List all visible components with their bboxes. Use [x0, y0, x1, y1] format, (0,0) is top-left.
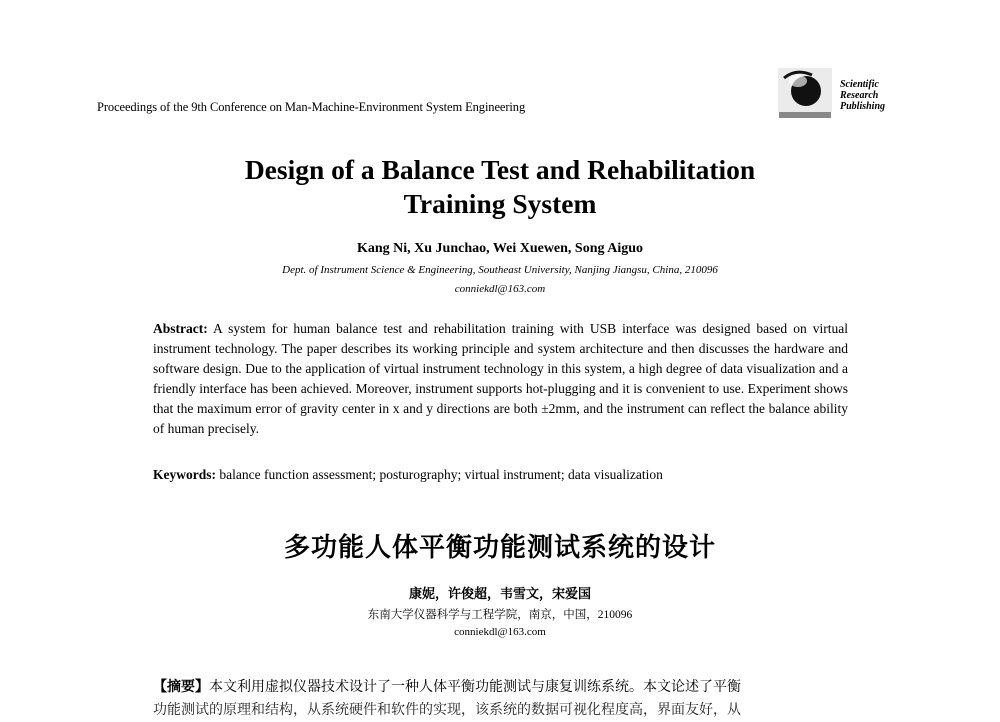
paper-title-line1: Design of a Balance Test and Rehabilitation — [244, 154, 756, 185]
paper-title-line2: Training System — [403, 188, 597, 219]
paper-authors: Kang Ni, Xu Junchao, Wei Xuewen, Song Aiguo — [356, 241, 644, 256]
keywords-label: Keywords: — [153, 467, 216, 482]
keywords-text: balance function assessment; posturography; virtual instrument; data visualization — [219, 467, 663, 482]
abstract — [153, 319, 848, 439]
chinese-affiliation: 东南大学仪器科学与工程学院，南京，中国，210096 — [367, 609, 633, 621]
publisher-logo-text: Scientific Research Publishing — [840, 79, 886, 112]
chinese-abstract-line1: 【摘要】本文利用虚拟仪器技术设计了一种人体平衡功能测试与康复训练系统。本文论述了平衡 — [153, 679, 741, 695]
paper-title — [150, 153, 850, 221]
publisher-logo — [776, 66, 901, 122]
globe-logo-icon — [776, 66, 834, 122]
chinese-email: conniekdl@163.com — [454, 626, 546, 638]
paper-affiliation: Dept. of Instrument Science & Engineering, Southeast University, Nanjing Jiangsu, China, 210096 — [282, 264, 718, 276]
abstract-label: Abstract: — [153, 321, 208, 336]
proceedings-header: Proceedings of the 9th Conference on Man-Machine-Environment System Engineering — [97, 100, 526, 114]
abstract-text: A system for human balance test and rehabilitation training with USB interface was designed based on virtual instrument technology. The paper describes its working principle and system architecture and then discusses the hardware and software design. Due to the application of virtual instrument technology in this system, a high degree of data visualization and a friendly interface has been achieved. Moreover, instrument supports hot-plugging and it is convenient to use. Experiment shows that the maximum error of gravity center in x and y directions are both ±2mm, and the instrument can reflect the balance ability of human precisely. — [153, 321, 848, 436]
chinese-title: 多功能人体平衡功能测试系统的设计 — [283, 533, 716, 563]
paper-email: conniekdl@163.com — [454, 283, 546, 295]
chinese-abstract — [153, 676, 853, 722]
chinese-abstract-line2: 功能测试的原理和结构，从系统硬件和软件的实现，该系统的数据可视化程度高，界面友好，从 — [153, 702, 741, 718]
chinese-authors: 康妮，许俊超，韦雪文，宋爱国 — [408, 587, 591, 602]
keywords — [153, 467, 853, 483]
chinese-abstract-label: 【摘要】 — [153, 679, 209, 695]
